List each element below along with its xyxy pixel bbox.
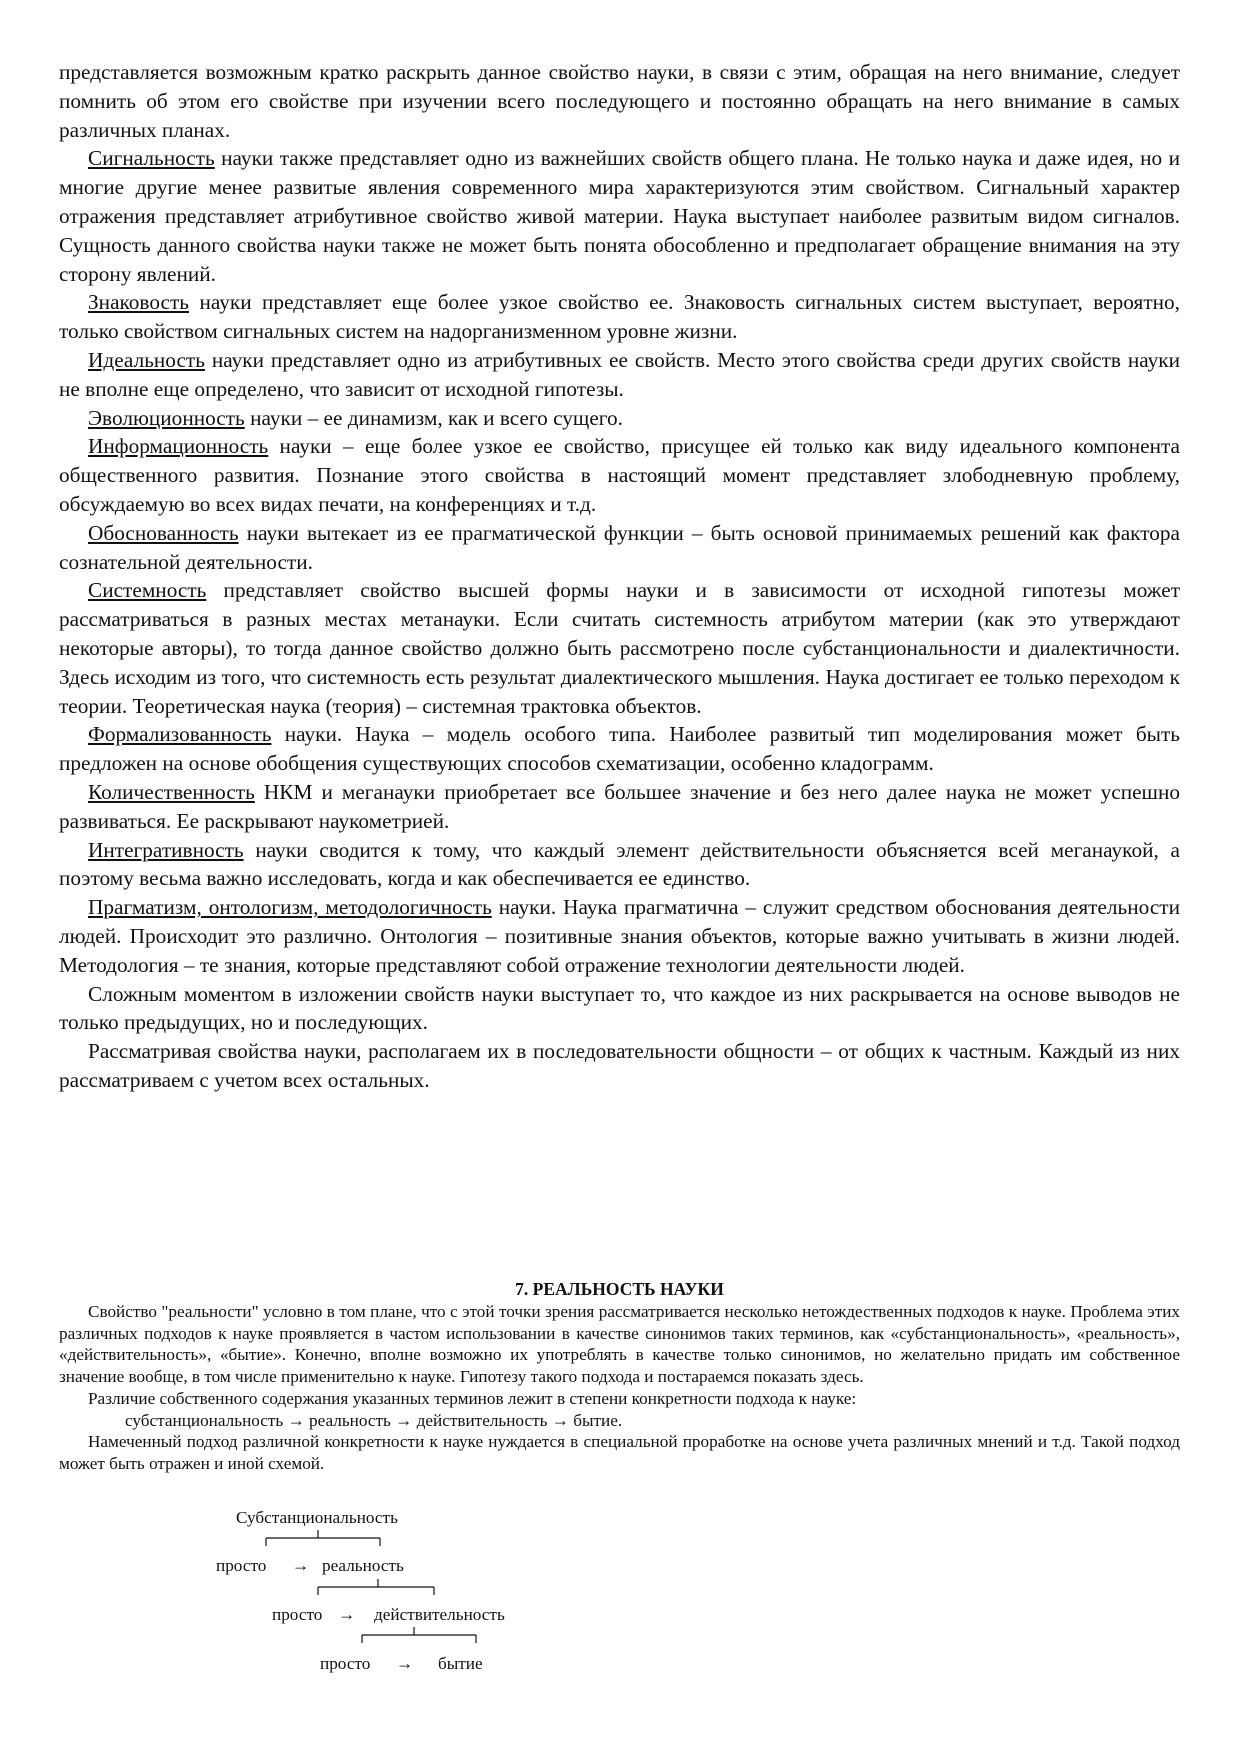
- term: Информационность: [88, 434, 269, 459]
- paragraph: Сигнальность науки также представляет одно из важнейших свойств общего плана. Не только наука и даже идея, но и многие другие менее развитые явления современного мира характеризуются этим свойством. Сигнальный характер отражения представляет атрибутивное свойство живой материи. Наука выступает наиболее развитым видом сигналов. Сущность данного свойства науки также не может быть понята обособленно и предполагает обращение внимания на эту сторону явлений.: [59, 146, 1180, 286]
- term: Системность: [88, 578, 207, 603]
- paragraph: Намеченный подход различной конкретности к науке нуждается в специальной проработке на основе учета различных мнений и т.д. Такой подход может быть отражен и иной схемой.: [59, 1432, 1180, 1473]
- term: Сигнальность: [88, 146, 215, 171]
- node-simply: просто: [272, 1605, 323, 1624]
- paragraph: Обоснованность науки вытекает из ее прагматической функции – быть основой принимаемых решений как фактора сознательной деятельности.: [59, 520, 1180, 574]
- paragraph: Количественность НКМ и меганауки приобретает все большее значение и без него далее наука не может успешно развиваться. Ее раскрывают наукометрией.: [59, 779, 1180, 833]
- term: Идеальность: [88, 347, 205, 372]
- section-body: [59, 1301, 1180, 1475]
- term: Интегративность: [88, 837, 244, 862]
- paragraph: Различие собственного содержания указанных терминов лежит в степени конкретности подхода к науке:: [88, 1388, 857, 1408]
- term: Прагматизм, онтологизм, методологичность: [88, 895, 492, 920]
- node-simply: просто: [320, 1654, 371, 1673]
- paragraph: Системность представляет свойство высшей формы науки и в зависимости от исходной гипотезы может рассматриваться в разных местах метанауки. Если считать системность атрибутом материи (как это утверждают некоторые авторы), то тогда данное свойство должно быть рассмотрено после субстанциональности и диалектичности. Здесь исходим из того, что системность есть результат диалектического мышления. Наука достигает ее только переходом к теории. Теоретическая наука (теория) – системная трактовка объектов.: [59, 578, 1180, 718]
- term: Количественность: [88, 779, 255, 804]
- paragraph: Знаковость науки представляет еще более узкое свойство ее. Знаковость сигнальных систем выступает, вероятно, только свойством сигнальных систем на надорганизменном уровне жизни.: [59, 290, 1180, 344]
- term: Эволюционность: [88, 405, 245, 430]
- paragraph: Свойство "реальности" условно в том плане, что с этой точки зрения рассматривается несколько нетождественных подходов к науке. Проблема этих различных подходов к науке проявляется в частом использовании в качестве синонимов таких терминов, как «субстанциональность», «реальность», «действительность», «бытие». Конечно, вполне возможно их употреблять в качестве только синонимов, но желательно придать им собственное значение вообще, в том числе применительно к науке. Гипотезу такого подхода и постараемся показать здесь.: [59, 1302, 1180, 1387]
- node-reality: реальность: [322, 1556, 404, 1575]
- paragraph: Информационность науки – еще более узкое ее свойство, присущее ей только как виду идеального компонента общественного развития. Познание этого свойства в настоящий момент представляет злободневную проблему, обсуждаемую во всех видах печати, на конференциях и т.д.: [59, 434, 1180, 516]
- term: Формализованность: [88, 722, 272, 747]
- arrow: →: [396, 1654, 414, 1673]
- paragraph: представляется возможным кратко раскрыть данное свойство науки, в связи с этим, обращая на него внимание, следует помнить об этом его свойстве при изучении всего последующего и постоянно обращать на него внимание в самых различных планах.: [59, 60, 1180, 142]
- arrow: →: [292, 1556, 310, 1575]
- paragraph: Формализованность науки. Наука – модель особого типа. Наиболее развитый тип моделирования может быть предложен на основе обобщения существующих способов схематизации, особенно кладограмм.: [59, 722, 1180, 776]
- paragraph: Интегративность науки сводится к тому, что каждый элемент действительности объясняется всей меганаукой, а поэтому весьма важно исследовать, когда и как обеспечивается ее единство.: [59, 837, 1180, 891]
- paragraph: Эволюционность науки – ее динамизм, как и всего сущего.: [88, 405, 623, 430]
- document-page: [59, 58, 1180, 1473]
- paragraph: Идеальность науки представляет одно из атрибутивных ее свойств. Место этого свойства среди других свойств науки не вполне еще определено, что зависит от исходной гипотезы.: [59, 347, 1180, 401]
- paragraph: Прагматизм, онтологизм, методологичность науки. Наука прагматична – служит средством обоснования деятельности людей. Происходит это различно. Онтология – позитивные знания объектов, которые важно учитывать в жизни людей. Методология – те знания, которые представляют собой отражение технологии деятельности людей.: [59, 895, 1180, 977]
- arrow: →: [338, 1605, 356, 1624]
- term-chain: субстанциональность → реальность → действительность → бытие.: [125, 1410, 623, 1430]
- term: Обоснованность: [88, 520, 239, 545]
- node-being: бытие: [438, 1654, 483, 1673]
- node-simply: просто: [216, 1556, 267, 1575]
- paragraph: Рассматривая свойства науки, располагаем их в последовательности общности – от общих к частным. Каждый из них рассматриваем с учетом всех остальных.: [59, 1039, 1180, 1092]
- diagram-connectors: [150, 1508, 600, 1698]
- section-title: 7. РЕАЛЬНОСТЬ НАУКИ: [515, 1279, 724, 1299]
- node-actuality: действительность: [374, 1605, 505, 1624]
- hierarchy-diagram: [150, 1508, 600, 1698]
- node-substantiality: Субстанциональность: [236, 1508, 398, 1527]
- paragraph: Сложным моментом в изложении свойств науки выступает то, что каждое из них раскрывается на основе выводов не только предыдущих, но и последующих.: [59, 981, 1180, 1035]
- term: Знаковость: [88, 290, 189, 315]
